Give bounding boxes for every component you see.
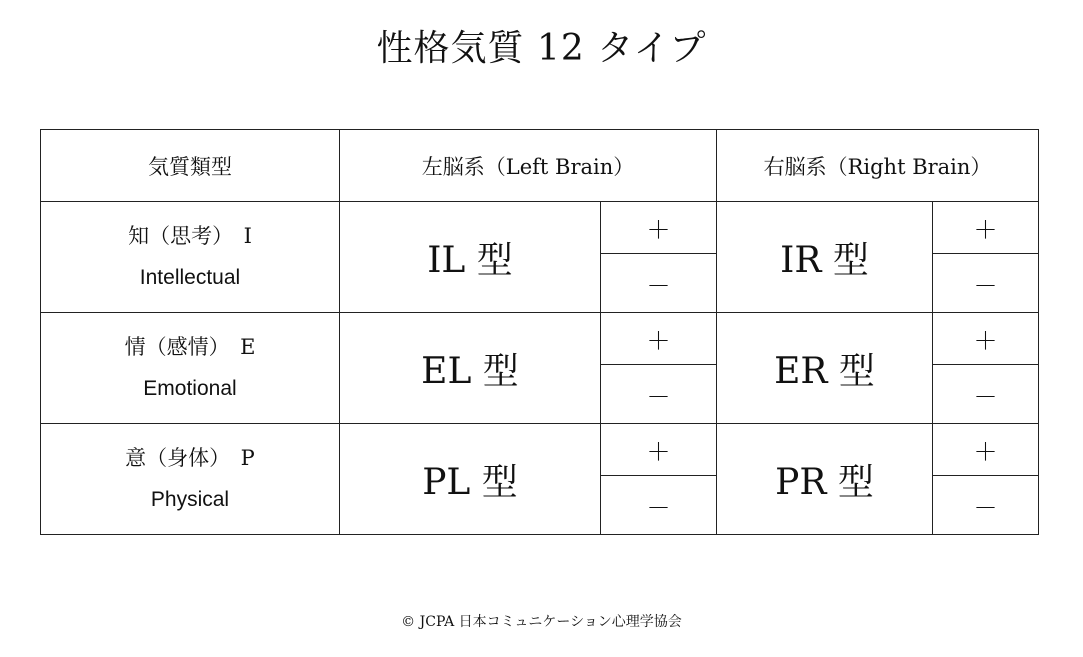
row-label-jp: 情（感情） E [124, 335, 256, 359]
row-label-emotional [41, 313, 340, 424]
header-left-brain: 左脳系（Left Brain） [340, 130, 717, 202]
copyright-footer: © JCPA 日本コミュニケーション心理学協会 [401, 614, 682, 630]
row-label-jp: 意（身体） P [125, 446, 255, 470]
row-label-physical [41, 424, 340, 535]
er-minus: － [933, 365, 1039, 424]
el-minus: － [601, 365, 717, 424]
header-temperament-type: 気質類型 [41, 130, 340, 202]
row-label-en: Emotional [143, 377, 237, 400]
ir-plus: ＋ [933, 202, 1039, 254]
type-er: ER 型 [717, 313, 933, 424]
page-title: 性格気質 12 タイプ [376, 28, 707, 69]
type-pr: PR 型 [717, 424, 933, 535]
ir-minus: － [933, 254, 1039, 313]
pl-plus: ＋ [601, 424, 717, 476]
table-row [41, 313, 1039, 365]
row-label-intellectual [41, 202, 340, 313]
row-label-en: Physical [150, 488, 230, 511]
row-label-jp: 知（思考） I [128, 224, 252, 248]
il-plus: ＋ [601, 202, 717, 254]
header-right-brain: 右脳系（Right Brain） [717, 130, 1039, 202]
row-label-en: Intellectual [139, 266, 241, 289]
il-minus: － [601, 254, 717, 313]
el-plus: ＋ [601, 313, 717, 365]
er-plus: ＋ [933, 313, 1039, 365]
type-pl: PL 型 [340, 424, 601, 535]
pr-plus: ＋ [933, 424, 1039, 476]
pr-minus: － [933, 476, 1039, 535]
pl-minus: － [601, 476, 717, 535]
temperament-table [40, 129, 1039, 535]
type-ir: IR 型 [717, 202, 933, 313]
table-row [41, 424, 1039, 476]
type-il: IL 型 [340, 202, 601, 313]
table-row [41, 202, 1039, 254]
table-header-row [41, 130, 1039, 202]
type-el: EL 型 [340, 313, 601, 424]
